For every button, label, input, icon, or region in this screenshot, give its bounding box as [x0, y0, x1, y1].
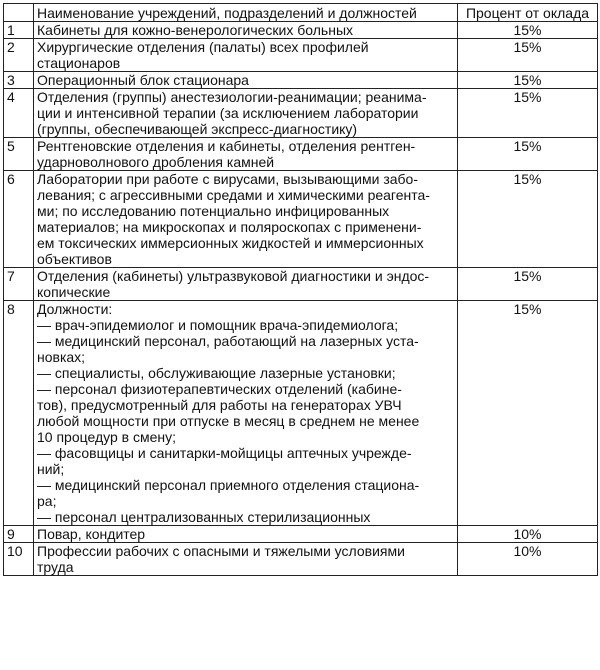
row-name-line: (группы, обеспечивающей экспресс-диагностику): [37, 121, 358, 137]
table-row: [4, 543, 598, 576]
row-number: 3: [4, 72, 34, 89]
row-number: 4: [4, 89, 34, 138]
row-name-line: — персонал физиотерапевтических отделений (кабине-: [37, 381, 402, 397]
row-name-line: любой мощности при отпуске в месяц в среднем не менее: [37, 413, 420, 429]
row-name-line: тов), предусмотренный для работы на генераторах УВЧ: [37, 397, 402, 413]
row-name-line: труда: [37, 559, 74, 575]
row-name-line: Рентгеновские отделения и кабинеты, отделения рентген-: [37, 138, 416, 154]
row-name: [34, 22, 458, 39]
row-name-line: Операционный блок стационара: [37, 72, 249, 88]
row-name-line: — персонал централизованных стерилизационных: [37, 509, 371, 525]
table-row: [4, 268, 598, 301]
row-name-line: 10 процедур в смену;: [37, 429, 177, 445]
header-percent: Процент от оклада: [458, 4, 598, 22]
table-row: [4, 22, 598, 39]
row-name-line: объективов: [37, 251, 112, 267]
row-name-line: Кабинеты для кожно-венерологических больных: [37, 22, 354, 38]
row-name-line: стационаров: [37, 55, 121, 71]
row-name-line: материалов; на микроскопах и поляроскопах с применени-: [37, 219, 422, 235]
row-number: 8: [4, 301, 34, 526]
row-name-line: — медицинский персонал приемного отделения стациона-: [37, 477, 420, 493]
row-number: 6: [4, 171, 34, 268]
row-number: 7: [4, 268, 34, 301]
row-percent: 10%: [458, 526, 598, 543]
row-percent: 15%: [458, 301, 598, 526]
row-number: 10: [4, 543, 34, 576]
row-name-line: копические: [37, 284, 111, 300]
row-name: [34, 171, 458, 268]
row-name-line: ний;: [37, 461, 65, 477]
row-name: [34, 39, 458, 72]
row-percent: 15%: [458, 22, 598, 39]
row-name: [34, 543, 458, 576]
row-number: 5: [4, 138, 34, 171]
row-name-line: — специалисты, обслуживающие лазерные установки;: [37, 365, 396, 381]
row-name-line: Хирургические отделения (палаты) всех профилей: [37, 39, 369, 55]
table-header-row: [4, 4, 598, 22]
row-name: [34, 72, 458, 89]
row-name: [34, 268, 458, 301]
row-name-line: Должности:: [37, 301, 113, 317]
header-num: [4, 4, 34, 22]
row-number: 2: [4, 39, 34, 72]
table-row: [4, 171, 598, 268]
row-number: 1: [4, 22, 34, 39]
row-name-line: левания; с агрессивными средами и химическими реагента-: [37, 187, 430, 203]
table-row: [4, 39, 598, 72]
row-percent: 15%: [458, 138, 598, 171]
row-percent: 15%: [458, 268, 598, 301]
row-name-line: — врач-эпидемиолог и помощник врача-эпидемиолога;: [37, 317, 399, 333]
row-name: [34, 526, 458, 543]
row-percent: 15%: [458, 89, 598, 138]
row-name: [34, 89, 458, 138]
table-row: [4, 526, 598, 543]
row-name-line: Отделения (группы) анестезиологии-реанимации; реанима-: [37, 89, 427, 105]
header-name: Наименование учреждений, подразделений и должностей: [34, 4, 458, 22]
row-name-line: Профессии рабочих с опасными и тяжелыми условиями: [37, 543, 405, 559]
row-name: [34, 301, 458, 526]
table-row: [4, 72, 598, 89]
row-percent: 10%: [458, 543, 598, 576]
row-name-line: ции и интенсивной терапии (за исключением лаборатории: [37, 105, 419, 121]
row-name-line: ем токсических иммерсионных жидкостей и иммерсионных: [37, 235, 424, 251]
row-name-line: ми; по исследованию потенциально инфицированных: [37, 203, 390, 219]
row-name-line: Лаборатории при работе с вирусами, вызывающими забо-: [37, 171, 419, 187]
row-percent: 15%: [458, 39, 598, 72]
allowance-table: [3, 3, 598, 576]
row-name-line: Отделения (кабинеты) ультразвуковой диагностики и эндос-: [37, 268, 430, 284]
row-percent: 15%: [458, 72, 598, 89]
row-percent: 15%: [458, 171, 598, 268]
row-name-line: Повар, кондитер: [37, 526, 146, 542]
row-number: 9: [4, 526, 34, 543]
table-row: [4, 89, 598, 138]
row-name-line: — фасовщицы и санитарки-мойщицы аптечных учрежде-: [37, 445, 412, 461]
row-name-line: новках;: [37, 349, 86, 365]
document-page: [3, 3, 597, 576]
table-row: [4, 138, 598, 171]
row-name-line: — медицинский персонал, работающий на лазерных уста-: [37, 333, 419, 349]
row-name-line: ударноволнового дробления камней: [37, 154, 275, 170]
row-name: [34, 138, 458, 171]
row-name-line: ра;: [37, 493, 57, 509]
table-row: [4, 301, 598, 526]
